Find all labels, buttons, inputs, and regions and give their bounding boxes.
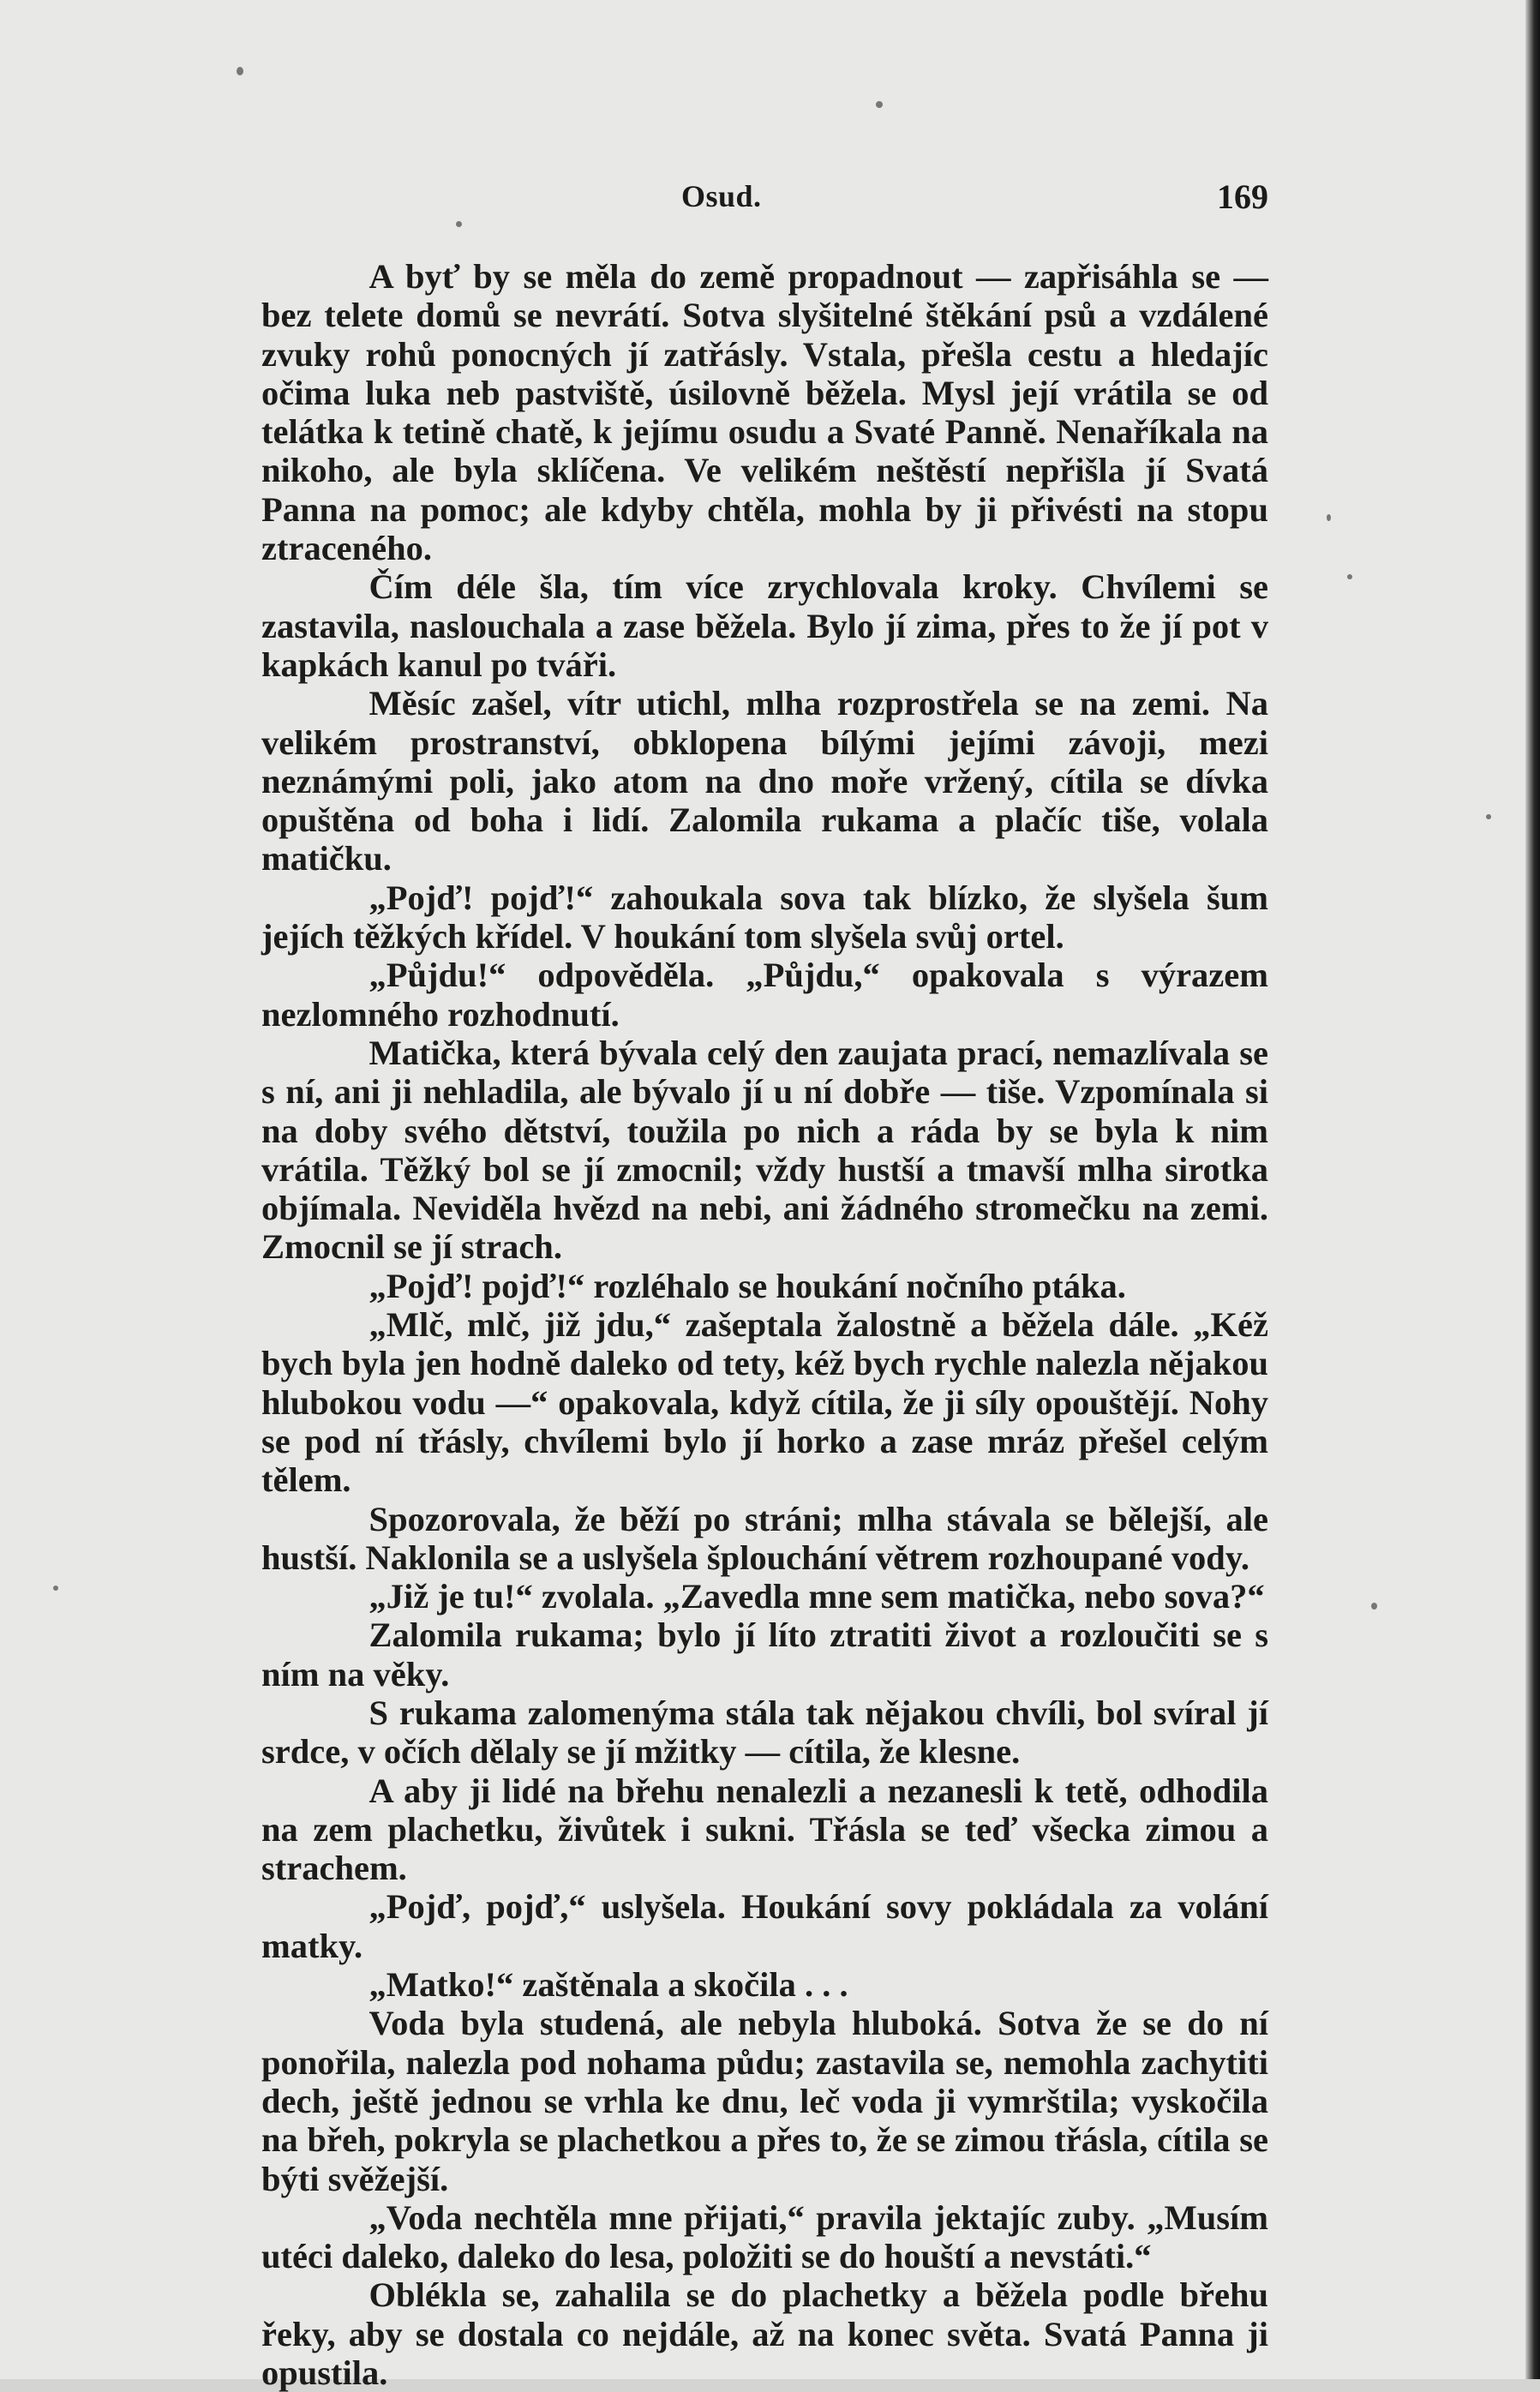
ink-speck xyxy=(237,67,243,75)
paragraph: „Již je tu!“ zvolala. „Zavedla mne sem matička, nebo sova?“ xyxy=(369,1577,1265,1616)
paragraph: Čím déle šla, tím více zrychlovala kroky. Chvílemi se zastavila, naslouchala a zase běžela. Bylo jí zima, přes to že jí pot v kapkách kanul po tváři. xyxy=(261,567,1268,684)
paragraph: Voda byla studená, ale nebyla hluboká. Sotva že se do ní ponořila, nalezla pod nohama půdu; zastavila se, nemohla zachytiti dech, ještě jednou se vrhla ke dnu, leč voda ji vymrštila; vyskočila na břeh, pokryla se plachetkou a přes to, že se zimou třásla, cítila se býti svěžejší. xyxy=(261,2004,1268,2198)
paragraph: Spozorovala, že běží po stráni; mlha stávala se bělejší, ale hustší. Naklonila se a uslyšela šplouchání větrem rozhoupané vody. xyxy=(261,1499,1268,1577)
paragraph: „Pojď! pojď!“ zahoukala sova tak blízko, že slyšela šum jejích těžkých křídel. V houkání tom slyšela svůj ortel. xyxy=(261,878,1268,956)
paragraph: „Voda nechtěla mne přijati,“ pravila jektajíc zuby. „Musím utéci daleko, daleko do lesa, položiti se do houští a nevstáti.“ xyxy=(261,2197,1268,2276)
paragraph: „Pojď, pojď,“ uslyšela. Houkání sovy pokládala za volání matky. xyxy=(261,1887,1268,1965)
paragraph: Měsíc zašel, vítr utichl, mlha rozprostřela se na zemi. Na velikém prostranství, obklopena bílými jejími závoji, mezi neznámými poli, jako atom na dno moře vržený, cítila se dívka opuštěna od boha i lidí. Zalomila rukama a plačíc tiše, volala matičku. xyxy=(261,684,1268,878)
paragraph: A aby ji lidé na břehu nenalezli a nezanesli k tetě, odhodila na zem plachetku, živůtek i sukni. Třásla se teď všecka zimou a strachem. xyxy=(261,1771,1268,1888)
page-number: 169 xyxy=(1217,177,1268,216)
ink-speck xyxy=(1327,514,1331,521)
paragraph: „Matko!“ zaštěnala a skočila . . . xyxy=(369,1965,848,2005)
paragraph: „Pojď! pojď!“ rozléhalo se houkání nočního ptáka. xyxy=(369,1266,1126,1305)
paragraph: Matička, která bývala celý den zaujata prací, nemazlívala se s ní, ani ji nehladila, ale bývalo jí u ní dobře — tiše. Vzpomínala si na doby svého dětství, toužila po nich a ráda by se byla k nim vrátila. Těžký bol se jí zmocnil; vždy hustší a tmavší mlha sirotka objímala. Neviděla hvězd na nebi, ani žádného stromečku na zemi. Zmocnil se jí strach. xyxy=(261,1033,1268,1267)
book-spine-edge xyxy=(1525,0,1540,2379)
paragraph: A byť by se měla do země propadnout — zapřisáhla se — bez telete domů se nevrátí. Sotva slyšitelné štěkání psů a vzdálené zvuky rohů ponocných jí zatřásly. Vstala, přešla cestu a hledajíc očima luka neb pastviště, úsilovně běžela. Mysl její vrátila se od telátka k tetině chatě, k jejímu osudu a Svaté Panně. Nenaříkala na nikoho, ale byla sklíčena. Ve velikém neštěstí nepřišla jí Svatá Panna na pomoc; ale kdyby chtěla, mohla by ji přivésti na stopu ztraceného. xyxy=(261,257,1268,568)
paragraph: „Mlč, mlč, již jdu,“ zašeptala žalostně a běžela dále. „Kéž bych byla jen hodně daleko od tety, kéž bych rychle nalezla nějakou hlubokou vodu —“ opakovala, když cítila, že ji síly opouštějí. Nohy se pod ní třásly, chvílemi bylo jí horko a zase mráz přešel celým tělem. xyxy=(261,1305,1268,1500)
running-title: Osud. xyxy=(681,179,762,213)
paragraph: Oblékla se, zahalila se do plachetky a běžela podle břehu řeky, aby se dostala co nejdále, až na konec světa. Svatá Panna ji opustila. xyxy=(261,2275,1268,2392)
ink-speck xyxy=(1371,1603,1377,1610)
body-text xyxy=(261,257,1268,2392)
ink-speck xyxy=(456,221,462,227)
paragraph: S rukama zalomenýma stála tak nějakou chvíli, bol svíral jí srdce, v očích dělaly se jí mžitky — cítila, že klesne. xyxy=(261,1693,1268,1772)
paragraph: Zalomila rukama; bylo jí líto ztratiti život a rozloučiti se s ním na věky. xyxy=(261,1616,1268,1694)
ink-speck xyxy=(1347,574,1352,579)
ink-speck xyxy=(53,1586,58,1591)
page-header xyxy=(261,178,1268,221)
ink-speck xyxy=(1486,814,1491,819)
paragraph: „Půjdu!“ odpověděla. „Půjdu,“ opakovala s výrazem nezlomného rozhodnutí. xyxy=(261,956,1268,1034)
ink-speck xyxy=(876,101,883,108)
